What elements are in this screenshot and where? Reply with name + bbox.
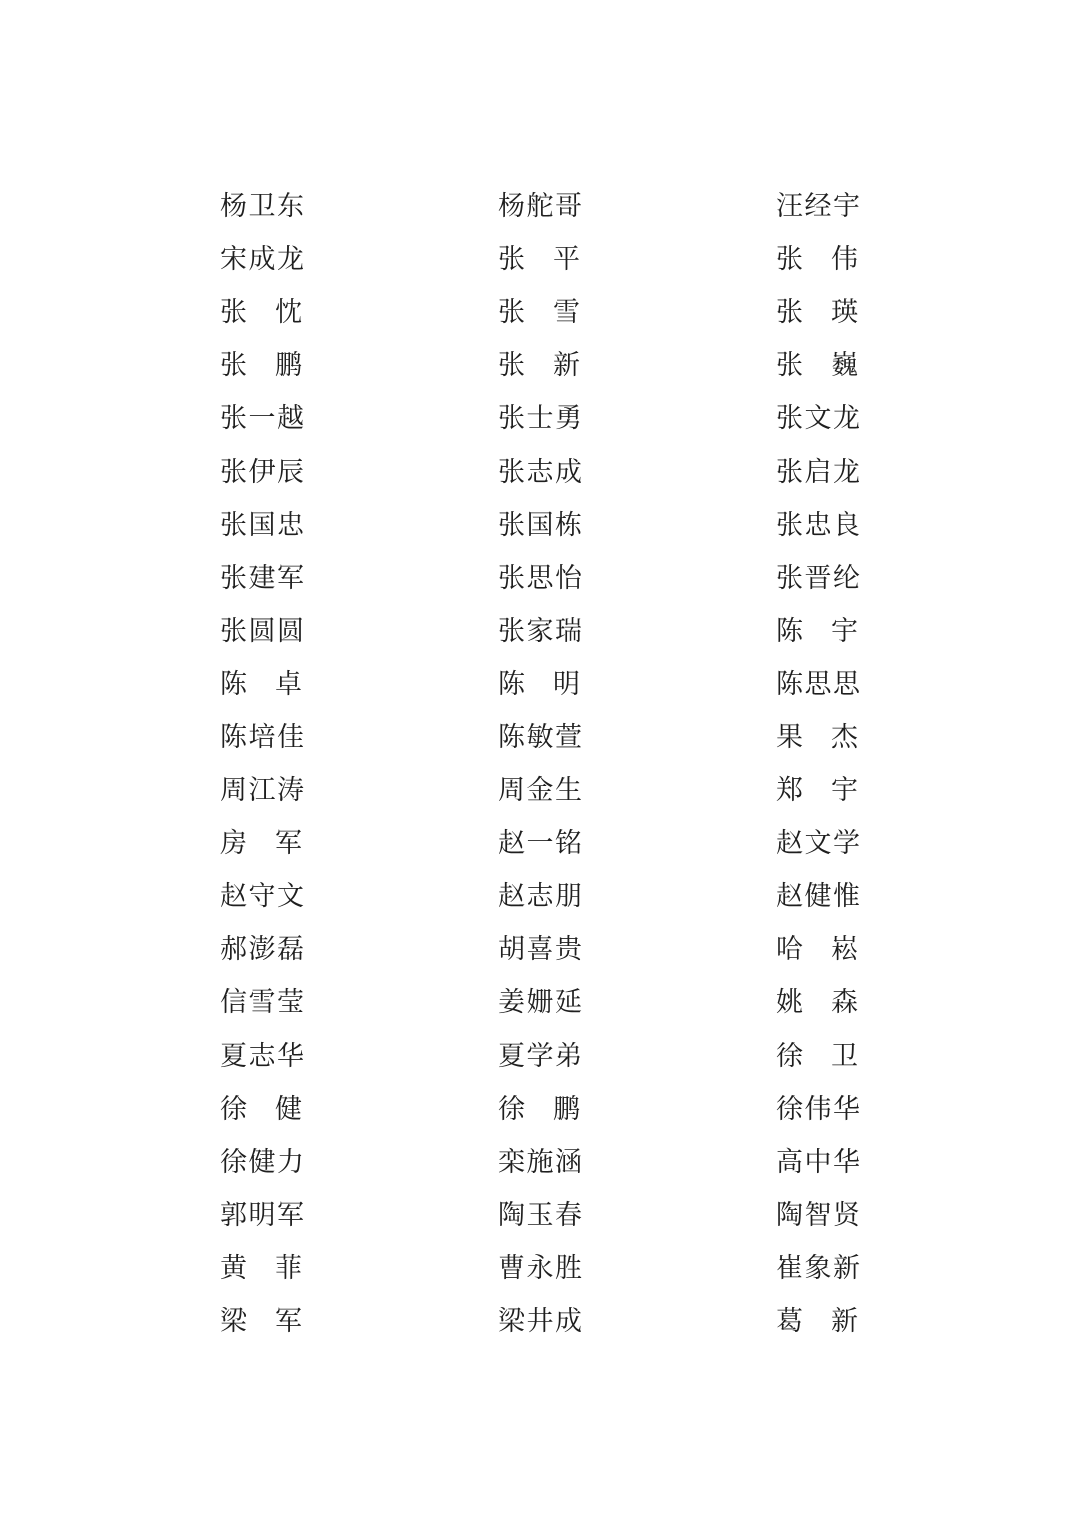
name-entry: 郝澎磊 [220,934,306,966]
name-entry: 张 忱 [220,297,302,329]
name-entry: 张忠良 [776,509,862,541]
name-entry: 张一越 [220,403,306,435]
name-entry: 赵一铭 [498,828,584,860]
name-entry: 张启龙 [776,456,862,488]
name-entry: 黄 菲 [220,1252,302,1284]
name-entry: 夏志华 [220,1040,306,1072]
name-entry: 曹永胜 [498,1252,584,1284]
name-entry: 信雪莹 [220,987,306,1019]
name-entry: 张 新 [498,350,580,382]
name-entry: 高中华 [776,1146,862,1178]
name-entry: 张思怡 [498,562,584,594]
name-entry: 徐伟华 [776,1093,862,1125]
name-entry: 陶玉春 [498,1199,584,1231]
name-entry: 周金生 [498,775,584,807]
name-entry: 赵健惟 [776,881,862,913]
name-entry: 徐健力 [220,1146,306,1178]
name-entry: 张 巍 [776,350,858,382]
name-entry: 张晋纶 [776,562,862,594]
name-entry: 陈 宇 [776,615,858,647]
name-entry: 张 雪 [498,297,580,329]
name-entry: 张 瑛 [776,297,858,329]
name-entry: 陶智贤 [776,1199,862,1231]
name-entry: 葛 新 [776,1306,858,1338]
name-entry: 张伊辰 [220,456,306,488]
name-entry: 杨舵哥 [498,191,584,223]
name-entry: 赵志朋 [498,881,584,913]
name-entry: 徐 健 [220,1093,302,1125]
name-entry: 张士勇 [498,403,584,435]
name-entry: 周江涛 [220,775,306,807]
name-entry: 张建军 [220,562,306,594]
name-entry: 张家瑞 [498,615,584,647]
name-entry: 张文龙 [776,403,862,435]
name-entry: 梁井成 [498,1306,584,1338]
name-entry: 徐 鹏 [498,1093,580,1125]
name-entry: 张志成 [498,456,584,488]
name-entry: 宋成龙 [220,244,306,276]
name-entry: 张 伟 [776,244,858,276]
name-entry: 哈 崧 [776,934,858,966]
name-entry: 张国栋 [498,509,584,541]
name-entry: 汪经宇 [776,191,862,223]
name-entry: 陈 卓 [220,668,302,700]
name-entry: 张 鹏 [220,350,302,382]
name-entry: 张国忠 [220,509,306,541]
name-entry: 徐 卫 [776,1040,858,1072]
name-entry: 梁 军 [220,1306,302,1338]
name-entry: 郑 宇 [776,775,858,807]
name-entry: 胡喜贵 [498,934,584,966]
name-entry: 栾施涵 [498,1146,584,1178]
name-entry: 姚 森 [776,987,858,1019]
name-entry: 陈培佳 [220,721,306,753]
name-entry: 陈 明 [498,668,580,700]
name-entry: 张 平 [498,244,580,276]
name-entry: 果 杰 [776,721,858,753]
name-entry: 张圆圆 [220,615,306,647]
name-entry: 房 军 [220,828,302,860]
name-list [220,180,880,1348]
name-entry: 赵守文 [220,881,306,913]
name-entry: 姜姗延 [498,987,584,1019]
name-entry: 陈思思 [776,668,862,700]
name-entry: 郭明军 [220,1199,306,1231]
name-entry: 崔象新 [776,1252,862,1284]
name-entry: 赵文学 [776,828,862,860]
name-entry: 陈敏萱 [498,721,584,753]
name-entry: 夏学弟 [498,1040,584,1072]
name-entry: 杨卫东 [220,191,306,223]
